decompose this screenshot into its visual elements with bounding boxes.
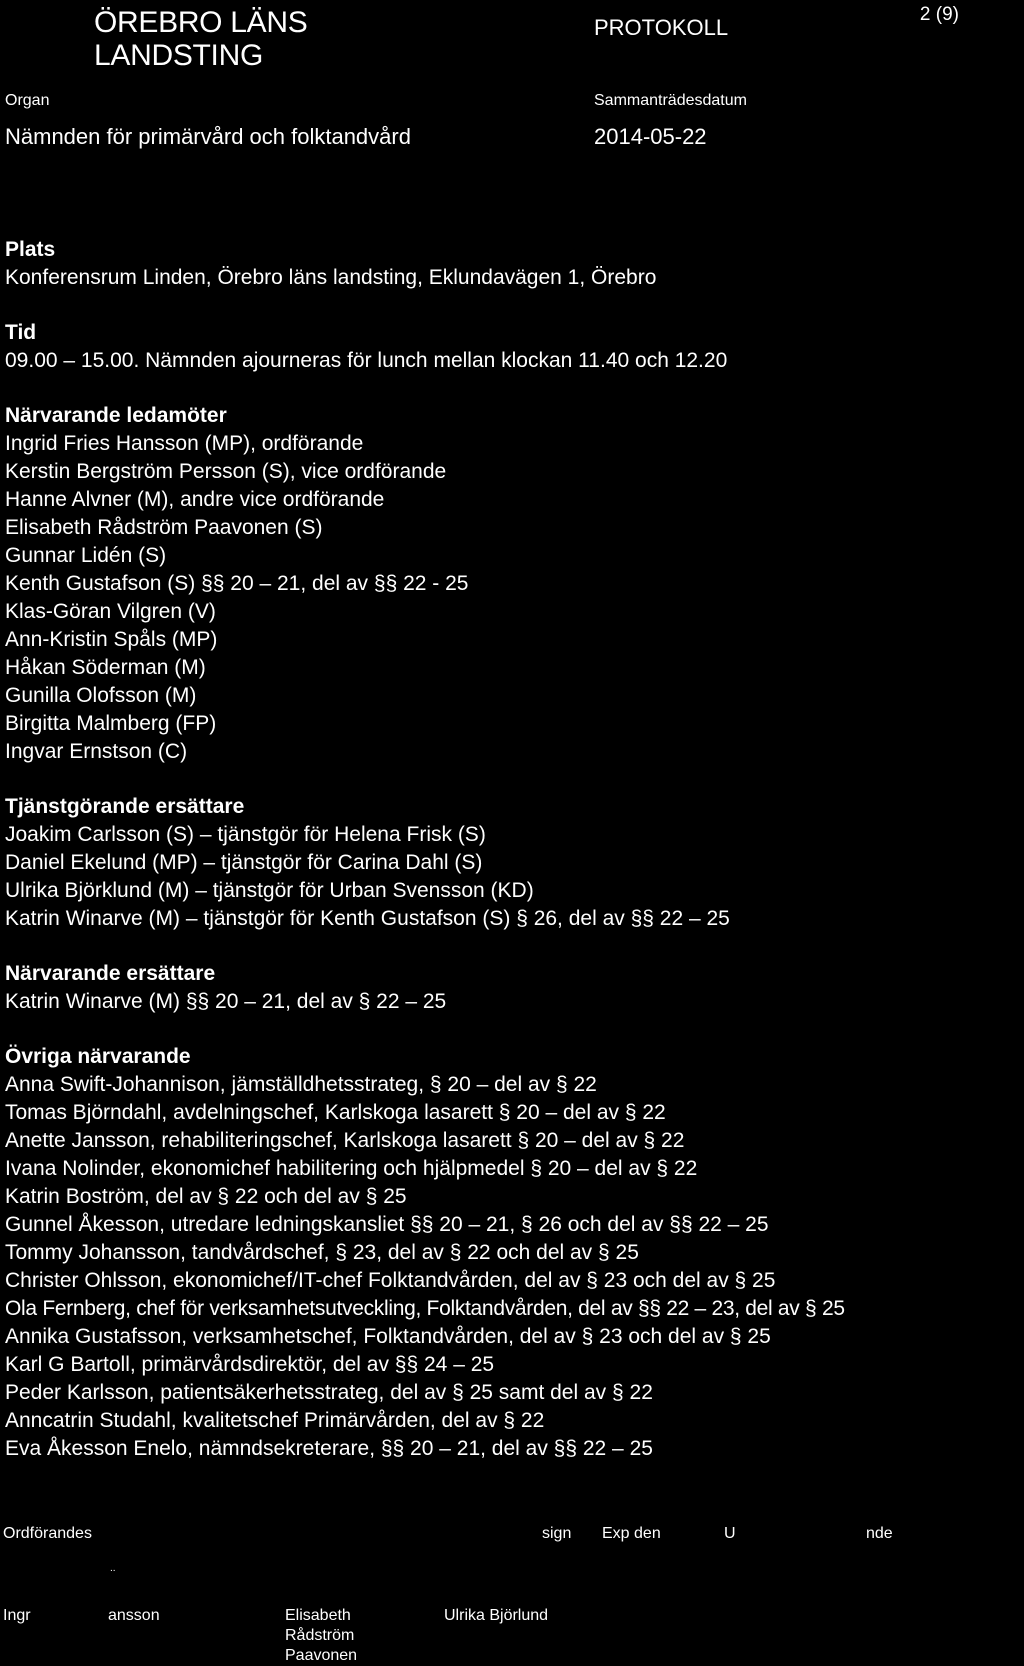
list-item: Ola Fernberg, chef för verksamhetsutveckling, Folktandvården, del av §§ 22 – 23, del av § 25: [5, 1297, 845, 1320]
section-plats: [5, 236, 1024, 292]
list-item: Gunilla Olofsson (M): [5, 684, 197, 707]
list-item: Håkan Söderman (M): [5, 656, 206, 679]
plats-heading: Plats: [5, 238, 56, 261]
list-item: Anette Jansson, rehabiliteringschef, Karlskoga lasarett § 20 – del av § 22: [5, 1129, 685, 1152]
list-item: Tomas Björndahl, avdelningschef, Karlskoga lasarett § 20 – del av § 22: [5, 1101, 666, 1124]
list-item: Kenth Gustafson (S) §§ 20 – 21, del av §§ 22 - 25: [5, 572, 469, 595]
list-item: Anncatrin Studahl, kvalitetschef Primärvården, del av § 22: [5, 1409, 545, 1432]
list-item: Tommy Johansson, tandvårdschef, § 23, del av § 22 och del av § 25: [5, 1241, 639, 1264]
meeting-date: 2014-05-22: [594, 124, 707, 149]
date-label: Sammanträdesdatum: [594, 92, 747, 109]
organization-name-line1: ÖREBRO LÄNS: [94, 6, 308, 39]
signer-3-line2: Rådström: [285, 1627, 355, 1644]
signer-4: Ulrika Björlund: [444, 1607, 549, 1624]
organization-name-line2: LANDSTING: [94, 39, 263, 72]
signer-2: ansson: [108, 1607, 160, 1624]
list-item: Karl G Bartoll, primärvårdsdirektör, del av §§ 24 – 25: [5, 1353, 495, 1376]
list-item: Anna Swift-Johannison, jämställdhetsstrateg, § 20 – del av § 22: [5, 1073, 597, 1096]
list-item: Christer Ohlsson, ekonomichef/IT-chef Folktandvården, del av § 23 och del av § 25: [5, 1269, 776, 1292]
section-narvarande-ersattare: [5, 960, 1024, 1016]
list-item: Elisabeth Rådström Paavonen (S): [5, 516, 323, 539]
organization-name: [94, 6, 307, 72]
list-item: Katrin Winarve (M) §§ 20 – 21, del av § 22 – 25: [5, 990, 447, 1013]
footer-nde: nde: [866, 1525, 893, 1542]
document-type: PROTOKOLL: [594, 15, 729, 40]
list-item: Gunnar Lidén (S): [5, 544, 167, 567]
list-item: Joakim Carlsson (S) – tjänstgör för Helena Frisk (S): [5, 823, 486, 846]
list-item: Birgitta Malmberg (FP): [5, 712, 217, 735]
list-item: Klas-Göran Vilgren (V): [5, 600, 216, 623]
section-tid: [5, 319, 1024, 375]
list-item: Ingvar Ernstson (C): [5, 740, 188, 763]
footer-dots: ..: [110, 1563, 116, 1574]
footer-ordforandes: Ordförandes: [3, 1525, 92, 1542]
page-number: 2 (9): [919, 4, 959, 25]
footer-sign: sign: [542, 1525, 572, 1542]
section-narvarande-ledamoter: [5, 402, 1024, 766]
organ-value: Nämnden för primärvård och folktandvård: [5, 124, 411, 149]
ledamoter-heading: Närvarande ledamöter: [5, 404, 227, 427]
list-item: Gunnel Åkesson, utredare ledningskansliet §§ 20 – 21, § 26 och del av §§ 22 – 25: [5, 1213, 769, 1236]
list-item: Ingrid Fries Hansson (MP), ordförande: [5, 432, 364, 455]
signer-3-line3: Paavonen: [285, 1647, 358, 1664]
tid-heading: Tid: [5, 321, 37, 344]
organ-label: Organ: [5, 92, 50, 109]
footer-exp-den: Exp den: [602, 1525, 661, 1542]
list-item: Kerstin Bergström Persson (S), vice ordförande: [5, 460, 447, 483]
plats-text: Konferensrum Linden, Örebro läns landsting, Eklundavägen 1, Örebro: [5, 266, 657, 289]
list-item: Daniel Ekelund (MP) – tjänstgör för Carina Dahl (S): [5, 851, 483, 874]
tjanstgorande-heading: Tjänstgörande ersättare: [5, 795, 245, 818]
list-item: Katrin Boström, del av § 22 och del av § 25: [5, 1185, 407, 1208]
tid-text: 09.00 – 15.00. Nämnden ajourneras för lunch mellan klockan 11.40 och 12.20: [5, 349, 728, 372]
section-ovriga-narvarande: [5, 1043, 1024, 1463]
list-item: Annika Gustafsson, verksamhetschef, Folktandvården, del av § 23 och del av § 25: [5, 1325, 771, 1348]
list-item: Eva Åkesson Enelo, nämndsekreterare, §§ 20 – 21, del av §§ 22 – 25: [5, 1437, 653, 1460]
list-item: Ivana Nolinder, ekonomichef habilitering och hjälpmedel § 20 – del av § 22: [5, 1157, 698, 1180]
list-item: Peder Karlsson, patientsäkerhetsstrateg, del av § 25 samt del av § 22: [5, 1381, 653, 1404]
signer-3: [285, 1606, 357, 1666]
protocol-body: [5, 236, 1024, 1463]
narvarande-ersattare-heading: Närvarande ersättare: [5, 962, 216, 985]
list-item: Ulrika Björklund (M) – tjänstgör för Urban Svensson (KD): [5, 879, 534, 902]
footer-u: U: [724, 1525, 736, 1542]
ovriga-heading: Övriga närvarande: [5, 1045, 191, 1068]
signer-1: Ingr: [3, 1607, 31, 1624]
list-item: Katrin Winarve (M) – tjänstgör för Kenth Gustafson (S) § 26, del av §§ 22 – 25: [5, 907, 730, 930]
signer-3-line1: Elisabeth: [285, 1607, 351, 1624]
list-item: Hanne Alvner (M), andre vice ordförande: [5, 488, 385, 511]
list-item: Ann-Kristin Spåls (MP): [5, 628, 218, 651]
section-tjanstgorande-ersattare: [5, 793, 1024, 933]
